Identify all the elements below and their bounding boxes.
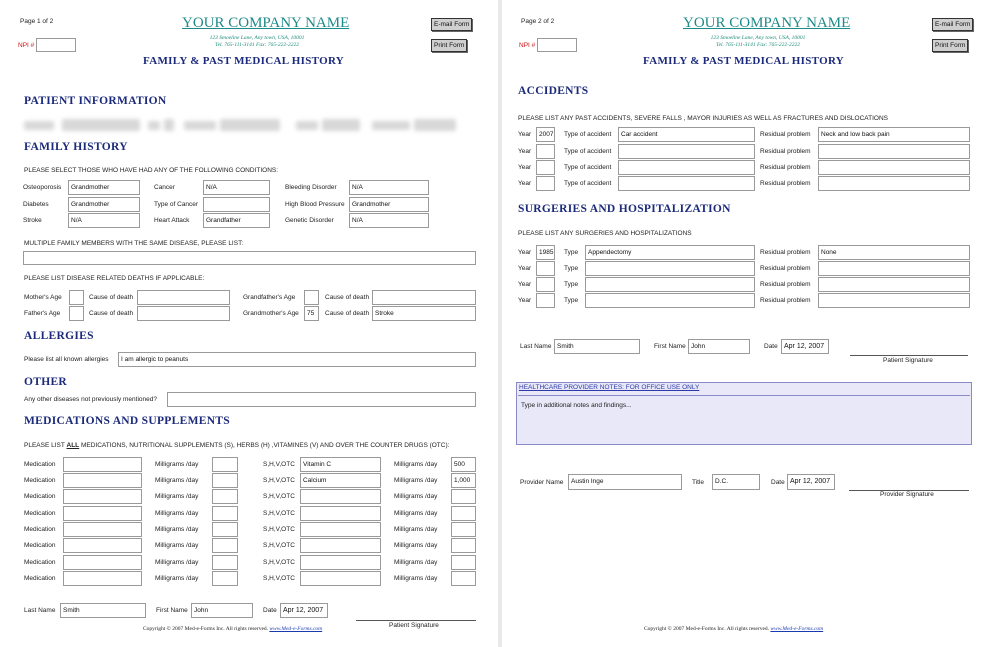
blurred-label xyxy=(296,121,318,130)
first-name-input[interactable]: John xyxy=(688,339,750,354)
milligrams-input[interactable] xyxy=(451,489,476,504)
milligrams-input[interactable] xyxy=(212,457,238,472)
shv-otc-input[interactable] xyxy=(300,489,381,504)
provider-notes-input[interactable]: Type in additional notes and findings... xyxy=(521,402,632,409)
medication-label: Medication xyxy=(24,510,56,517)
surgery-type-input[interactable] xyxy=(585,277,755,292)
blurred-label xyxy=(148,121,160,130)
medication-input[interactable] xyxy=(63,538,142,553)
death-age-input[interactable] xyxy=(69,306,84,321)
milligrams-label: Milligrams /day xyxy=(394,526,438,533)
medication-label: Medication xyxy=(24,477,56,484)
milligrams-input[interactable]: 1,000 xyxy=(451,473,476,488)
address-line-2: Tel. 765-111-3141 Fax: 765-222-2222 xyxy=(716,42,800,48)
copyright-link[interactable]: www.Med-e-Forms.com xyxy=(269,626,323,632)
provider-notes-box xyxy=(516,382,972,445)
milligrams-input[interactable] xyxy=(451,506,476,521)
npi-label: NPI # xyxy=(519,42,536,49)
milligrams-input[interactable] xyxy=(451,522,476,537)
form-title: FAMILY & PAST MEDICAL HISTORY xyxy=(643,55,845,67)
death-cause-input[interactable]: Stroke xyxy=(372,306,476,321)
shv-otc-label: S,H,V,OTC xyxy=(263,461,295,468)
medication-input[interactable] xyxy=(63,571,142,586)
date-label: Date xyxy=(764,343,778,350)
multiple-members-input[interactable] xyxy=(23,251,476,265)
condition-input[interactable]: N/A xyxy=(203,180,270,195)
form-title: FAMILY & PAST MEDICAL HISTORY xyxy=(143,55,345,67)
medication-label: Medication xyxy=(24,493,56,500)
meds-instruction xyxy=(24,442,449,449)
medication-input[interactable] xyxy=(63,555,142,570)
condition-input[interactable]: N/A xyxy=(349,180,429,195)
accidents-instruction: PLEASE LIST ANY PAST ACCIDENTS, SEVERE FALLS , MAYOR INJURIES AS WELL AS FRACTURES AND DISLOCATIONS xyxy=(518,115,889,122)
accident-type-input[interactable] xyxy=(618,176,755,191)
medication-label: Medication xyxy=(24,542,56,549)
milligrams-label: Milligrams /day xyxy=(394,493,438,500)
print-form-button[interactable]: Print Form xyxy=(932,39,968,52)
email-form-button[interactable]: E-mail Form xyxy=(932,18,973,31)
date-input[interactable]: Apr 12, 2007 xyxy=(787,474,835,490)
milligrams-input[interactable] xyxy=(451,571,476,586)
shv-otc-label: S,H,V,OTC xyxy=(263,493,295,500)
medication-label: Medication xyxy=(24,526,56,533)
copyright-text: Copyright © 2007 Med-e-Forms Inc. All rights reserved. xyxy=(143,626,270,632)
milligrams-label: Milligrams /day xyxy=(155,510,199,517)
condition-label: Heart Attack xyxy=(154,217,190,224)
residual-problem-input[interactable] xyxy=(818,176,970,191)
residual-problem-input[interactable]: Neck and low back pain xyxy=(818,127,970,142)
print-form-button[interactable]: Print Form xyxy=(431,39,467,52)
accident-type-label: Type of accident xyxy=(564,164,612,171)
accident-year-input[interactable] xyxy=(536,144,555,159)
page-number: Page 1 of 2 xyxy=(20,18,54,25)
accident-type-label: Type of accident xyxy=(564,148,612,155)
first-name-input[interactable]: John xyxy=(191,603,253,618)
death-cause-input[interactable] xyxy=(137,290,230,305)
family-instruction: PLEASE SELECT THOSE WHO HAVE HAD ANY OF THE FOLLOWING CONDITIONS: xyxy=(24,167,279,174)
condition-input[interactable]: Grandmother xyxy=(68,197,140,212)
last-name-label: Last Name xyxy=(24,607,56,614)
address-line-1: 123 Smoeline Lane, Any town, USA, 10001 xyxy=(710,35,806,41)
accident-type-input[interactable] xyxy=(618,160,755,175)
condition-input[interactable]: N/A xyxy=(349,213,429,228)
condition-label: Bleeding Disorder xyxy=(285,184,337,191)
medication-input[interactable] xyxy=(63,489,142,504)
address-line-2: Tel. 765-111-3141 Fax: 765-222-2222 xyxy=(215,42,299,48)
year-label: Year xyxy=(518,180,532,187)
shv-otc-label: S,H,V,OTC xyxy=(263,526,295,533)
company-address xyxy=(673,35,843,49)
milligrams-input[interactable] xyxy=(451,538,476,553)
condition-label: Osteoporosis xyxy=(23,184,62,191)
death-cause-label: Cause of death xyxy=(325,310,370,317)
residual-problem-label: Residual problem xyxy=(760,180,811,187)
address-line-1: 123 Smoeline Lane, Any town, USA, 10001 xyxy=(209,35,305,41)
blurred-field xyxy=(322,119,360,131)
section-other: OTHER xyxy=(24,376,68,388)
death-age-input[interactable] xyxy=(304,290,319,305)
allergies-input[interactable]: I am allergic to peanuts xyxy=(118,352,476,367)
residual-problem-label: Residual problem xyxy=(760,249,811,256)
residual-problem-label: Residual problem xyxy=(760,281,811,288)
death-age-input[interactable] xyxy=(69,290,84,305)
milligrams-label: Milligrams /day xyxy=(394,559,438,566)
residual-problem-input[interactable] xyxy=(818,293,970,308)
milligrams-input[interactable] xyxy=(212,538,238,553)
surgery-type-input[interactable]: Appendectomy xyxy=(585,245,755,260)
milligrams-label: Milligrams /day xyxy=(155,526,199,533)
medication-input[interactable] xyxy=(63,522,142,537)
form-page-1 xyxy=(0,0,498,647)
residual-problem-label: Residual problem xyxy=(760,148,811,155)
milligrams-label: Milligrams /day xyxy=(394,510,438,517)
npi-input[interactable] xyxy=(537,38,577,52)
shv-otc-input[interactable] xyxy=(300,522,381,537)
npi-input[interactable] xyxy=(36,38,76,52)
condition-label: Genetic Disorder xyxy=(285,217,334,224)
condition-label: Cancer xyxy=(154,184,175,191)
condition-input[interactable]: Grandmother xyxy=(349,197,429,212)
death-age-label: Mother's Age xyxy=(24,294,62,301)
blurred-field xyxy=(164,119,174,131)
milligrams-input[interactable] xyxy=(212,473,238,488)
date-label: Date xyxy=(263,607,277,614)
milligrams-label: Milligrams /day xyxy=(155,493,199,500)
shv-otc-input[interactable] xyxy=(300,506,381,521)
milligrams-input[interactable] xyxy=(212,506,238,521)
surgery-type-label: Type xyxy=(564,249,579,256)
accident-year-input[interactable] xyxy=(536,176,555,191)
shv-otc-input[interactable]: Calcium xyxy=(300,473,381,488)
accident-year-input[interactable]: 2007 xyxy=(536,127,555,142)
residual-problem-label: Residual problem xyxy=(760,265,811,272)
shv-otc-label: S,H,V,OTC xyxy=(263,510,295,517)
milligrams-label: Milligrams /day xyxy=(155,575,199,582)
milligrams-label: Milligrams /day xyxy=(394,461,438,468)
condition-input[interactable] xyxy=(203,197,270,212)
blurred-field xyxy=(62,119,140,131)
condition-label: Stroke xyxy=(23,217,42,224)
section-allergies: ALLERGIES xyxy=(24,330,94,342)
death-age-label: Grandmother's Age xyxy=(243,310,299,317)
medication-input[interactable] xyxy=(63,457,142,472)
section-medications: MEDICATIONS AND SUPPLEMENTS xyxy=(24,415,230,427)
death-cause-input[interactable] xyxy=(137,306,230,321)
shv-otc-input[interactable] xyxy=(300,538,381,553)
death-age-label: Grandfather's Age xyxy=(243,294,296,301)
section-family-history: FAMILY HISTORY xyxy=(24,141,128,153)
death-age-label: Father's Age xyxy=(24,310,61,317)
copyright xyxy=(644,626,823,632)
blurred-label xyxy=(24,121,54,130)
shv-otc-label: S,H,V,OTC xyxy=(263,477,295,484)
date-input[interactable]: Apr 12, 2007 xyxy=(781,339,829,354)
company-name: YOUR COMPANY NAME xyxy=(683,15,851,31)
provider-title-label: Title xyxy=(692,479,705,486)
shv-otc-label: S,H,V,OTC xyxy=(263,575,295,582)
surgery-type-input[interactable] xyxy=(585,261,755,276)
milligrams-label: Milligrams /day xyxy=(155,477,199,484)
section-patient-information: PATIENT INFORMATION xyxy=(24,95,167,107)
surgery-year-input[interactable] xyxy=(536,261,555,276)
provider-notes-header: HEALTHCARE PROVIDER NOTES: FOR OFFICE USE ONLY xyxy=(519,384,700,391)
first-name-label: First Name xyxy=(156,607,188,614)
last-name-label: Last Name xyxy=(520,343,552,350)
provider-name-input[interactable]: Austin Inge xyxy=(568,474,682,490)
accident-type-input[interactable] xyxy=(618,144,755,159)
milligrams-input[interactable] xyxy=(212,522,238,537)
meds-instruction-text: PLEASE LIST xyxy=(24,442,67,449)
surgery-year-input[interactable]: 1985 xyxy=(536,245,555,260)
year-label: Year xyxy=(518,148,532,155)
allergies-label: Please list all known allergies xyxy=(24,356,109,363)
year-label: Year xyxy=(518,281,532,288)
milligrams-input[interactable] xyxy=(212,555,238,570)
residual-problem-input[interactable] xyxy=(818,144,970,159)
copyright-text: Copyright © 2007 Med-e-Forms Inc. All rights reserved. xyxy=(644,626,771,632)
medication-label: Medication xyxy=(24,575,56,582)
company-address xyxy=(172,35,342,49)
form-page-2 xyxy=(502,0,1000,647)
death-cause-input[interactable] xyxy=(372,290,476,305)
condition-input[interactable]: Grandmother xyxy=(68,180,140,195)
patient-signature-label: Patient Signature xyxy=(389,622,439,629)
last-name-input[interactable]: Smith xyxy=(554,339,640,354)
death-age-input[interactable]: 75 xyxy=(304,306,319,321)
milligrams-label: Milligrams /day xyxy=(394,542,438,549)
residual-problem-input[interactable] xyxy=(818,277,970,292)
year-label: Year xyxy=(518,265,532,272)
blurred-field xyxy=(414,119,456,131)
provider-title-input[interactable]: D.C. xyxy=(712,474,760,490)
residual-problem-input[interactable] xyxy=(818,261,970,276)
blurred-label xyxy=(372,121,410,130)
signature-line xyxy=(356,620,476,621)
year-label: Year xyxy=(518,164,532,171)
meds-instruction-text: MEDICATIONS, NUTRITIONAL SUPPLEMENTS (S), HERBS (H) ,VITAMINES (V) AND OVER THE COUNTER DRUGS (OTC): xyxy=(79,442,450,449)
surgery-type-input[interactable] xyxy=(585,293,755,308)
company-name: YOUR COMPANY NAME xyxy=(182,15,350,31)
copyright-link[interactable]: www.Med-e-Forms.com xyxy=(770,626,824,632)
condition-label: Type of Cancer xyxy=(154,201,199,208)
surgeries-instruction: PLEASE LIST ANY SURGERIES AND HOSPITALIZATIONS xyxy=(518,230,692,237)
medication-label: Medication xyxy=(24,461,56,468)
date-input[interactable]: Apr 12, 2007 xyxy=(280,603,328,618)
residual-problem-label: Residual problem xyxy=(760,164,811,171)
surgery-type-label: Type xyxy=(564,265,579,272)
patient-signature-label: Patient Signature xyxy=(883,357,933,364)
provider-signature-label: Provider Signature xyxy=(880,491,934,498)
residual-problem-label: Residual problem xyxy=(760,131,811,138)
medication-label: Medication xyxy=(24,559,56,566)
year-label: Year xyxy=(518,249,532,256)
surgery-type-label: Type xyxy=(564,281,579,288)
milligrams-input[interactable] xyxy=(451,555,476,570)
medication-input[interactable] xyxy=(63,473,142,488)
shv-otc-input[interactable]: Vitamin C xyxy=(300,457,381,472)
surgery-type-label: Type xyxy=(564,297,579,304)
residual-problem-label: Residual problem xyxy=(760,297,811,304)
blurred-field xyxy=(220,119,280,131)
shv-otc-label: S,H,V,OTC xyxy=(263,542,295,549)
shv-otc-input[interactable] xyxy=(300,555,381,570)
email-form-button[interactable]: E-mail Form xyxy=(431,18,472,31)
condition-input[interactable]: N/A xyxy=(68,213,140,228)
provider-name-label: Provider Name xyxy=(520,479,564,486)
other-diseases-input[interactable] xyxy=(167,392,476,407)
deaths-label: PLEASE LIST DISEASE RELATED DEATHS IF APPLICABLE: xyxy=(24,275,205,282)
milligrams-label: Milligrams /day xyxy=(394,575,438,582)
surgery-year-input[interactable] xyxy=(536,293,555,308)
death-cause-label: Cause of death xyxy=(89,294,134,301)
year-label: Year xyxy=(518,131,532,138)
signature-line xyxy=(850,355,968,356)
milligrams-input[interactable] xyxy=(212,571,238,586)
surgery-year-input[interactable] xyxy=(536,277,555,292)
residual-problem-input[interactable] xyxy=(818,160,970,175)
death-cause-label: Cause of death xyxy=(325,294,370,301)
accident-type-input[interactable]: Car accident xyxy=(618,127,755,142)
blurred-label xyxy=(184,121,216,130)
date-label: Date xyxy=(771,479,785,486)
milligrams-input[interactable]: 500 xyxy=(451,457,476,472)
condition-input[interactable]: Grandfather xyxy=(203,213,270,228)
accident-type-label: Type of accident xyxy=(564,180,612,187)
milligrams-input[interactable] xyxy=(212,489,238,504)
npi-label: NPI # xyxy=(18,42,35,49)
condition-label: Diabetes xyxy=(23,201,49,208)
milligrams-label: Milligrams /day xyxy=(155,559,199,566)
accident-type-label: Type of accident xyxy=(564,131,612,138)
section-surgeries: SURGERIES AND HOSPITALIZATION xyxy=(518,203,731,215)
page-number: Page 2 of 2 xyxy=(521,18,555,25)
year-label: Year xyxy=(518,297,532,304)
last-name-input[interactable]: Smith xyxy=(60,603,146,618)
milligrams-label: Milligrams /day xyxy=(155,461,199,468)
first-name-label: First Name xyxy=(654,343,686,350)
medication-input[interactable] xyxy=(63,506,142,521)
death-cause-label: Cause of death xyxy=(89,310,134,317)
other-diseases-label: Any other diseases not previously mentioned? xyxy=(24,396,157,403)
shv-otc-input[interactable] xyxy=(300,571,381,586)
shv-otc-label: S,H,V,OTC xyxy=(263,559,295,566)
multiple-members-label: MULTIPLE FAMILY MEMBERS WITH THE SAME DISEASE, PLEASE LIST: xyxy=(24,240,244,247)
section-accidents: ACCIDENTS xyxy=(518,85,589,97)
copyright xyxy=(143,626,322,632)
residual-problem-input[interactable]: None xyxy=(818,245,970,260)
accident-year-input[interactable] xyxy=(536,160,555,175)
condition-label: High Blood Pressure xyxy=(285,201,345,208)
milligrams-label: Milligrams /day xyxy=(155,542,199,549)
milligrams-label: Milligrams /day xyxy=(394,477,438,484)
meds-instruction-emphasis: ALL xyxy=(66,442,80,449)
